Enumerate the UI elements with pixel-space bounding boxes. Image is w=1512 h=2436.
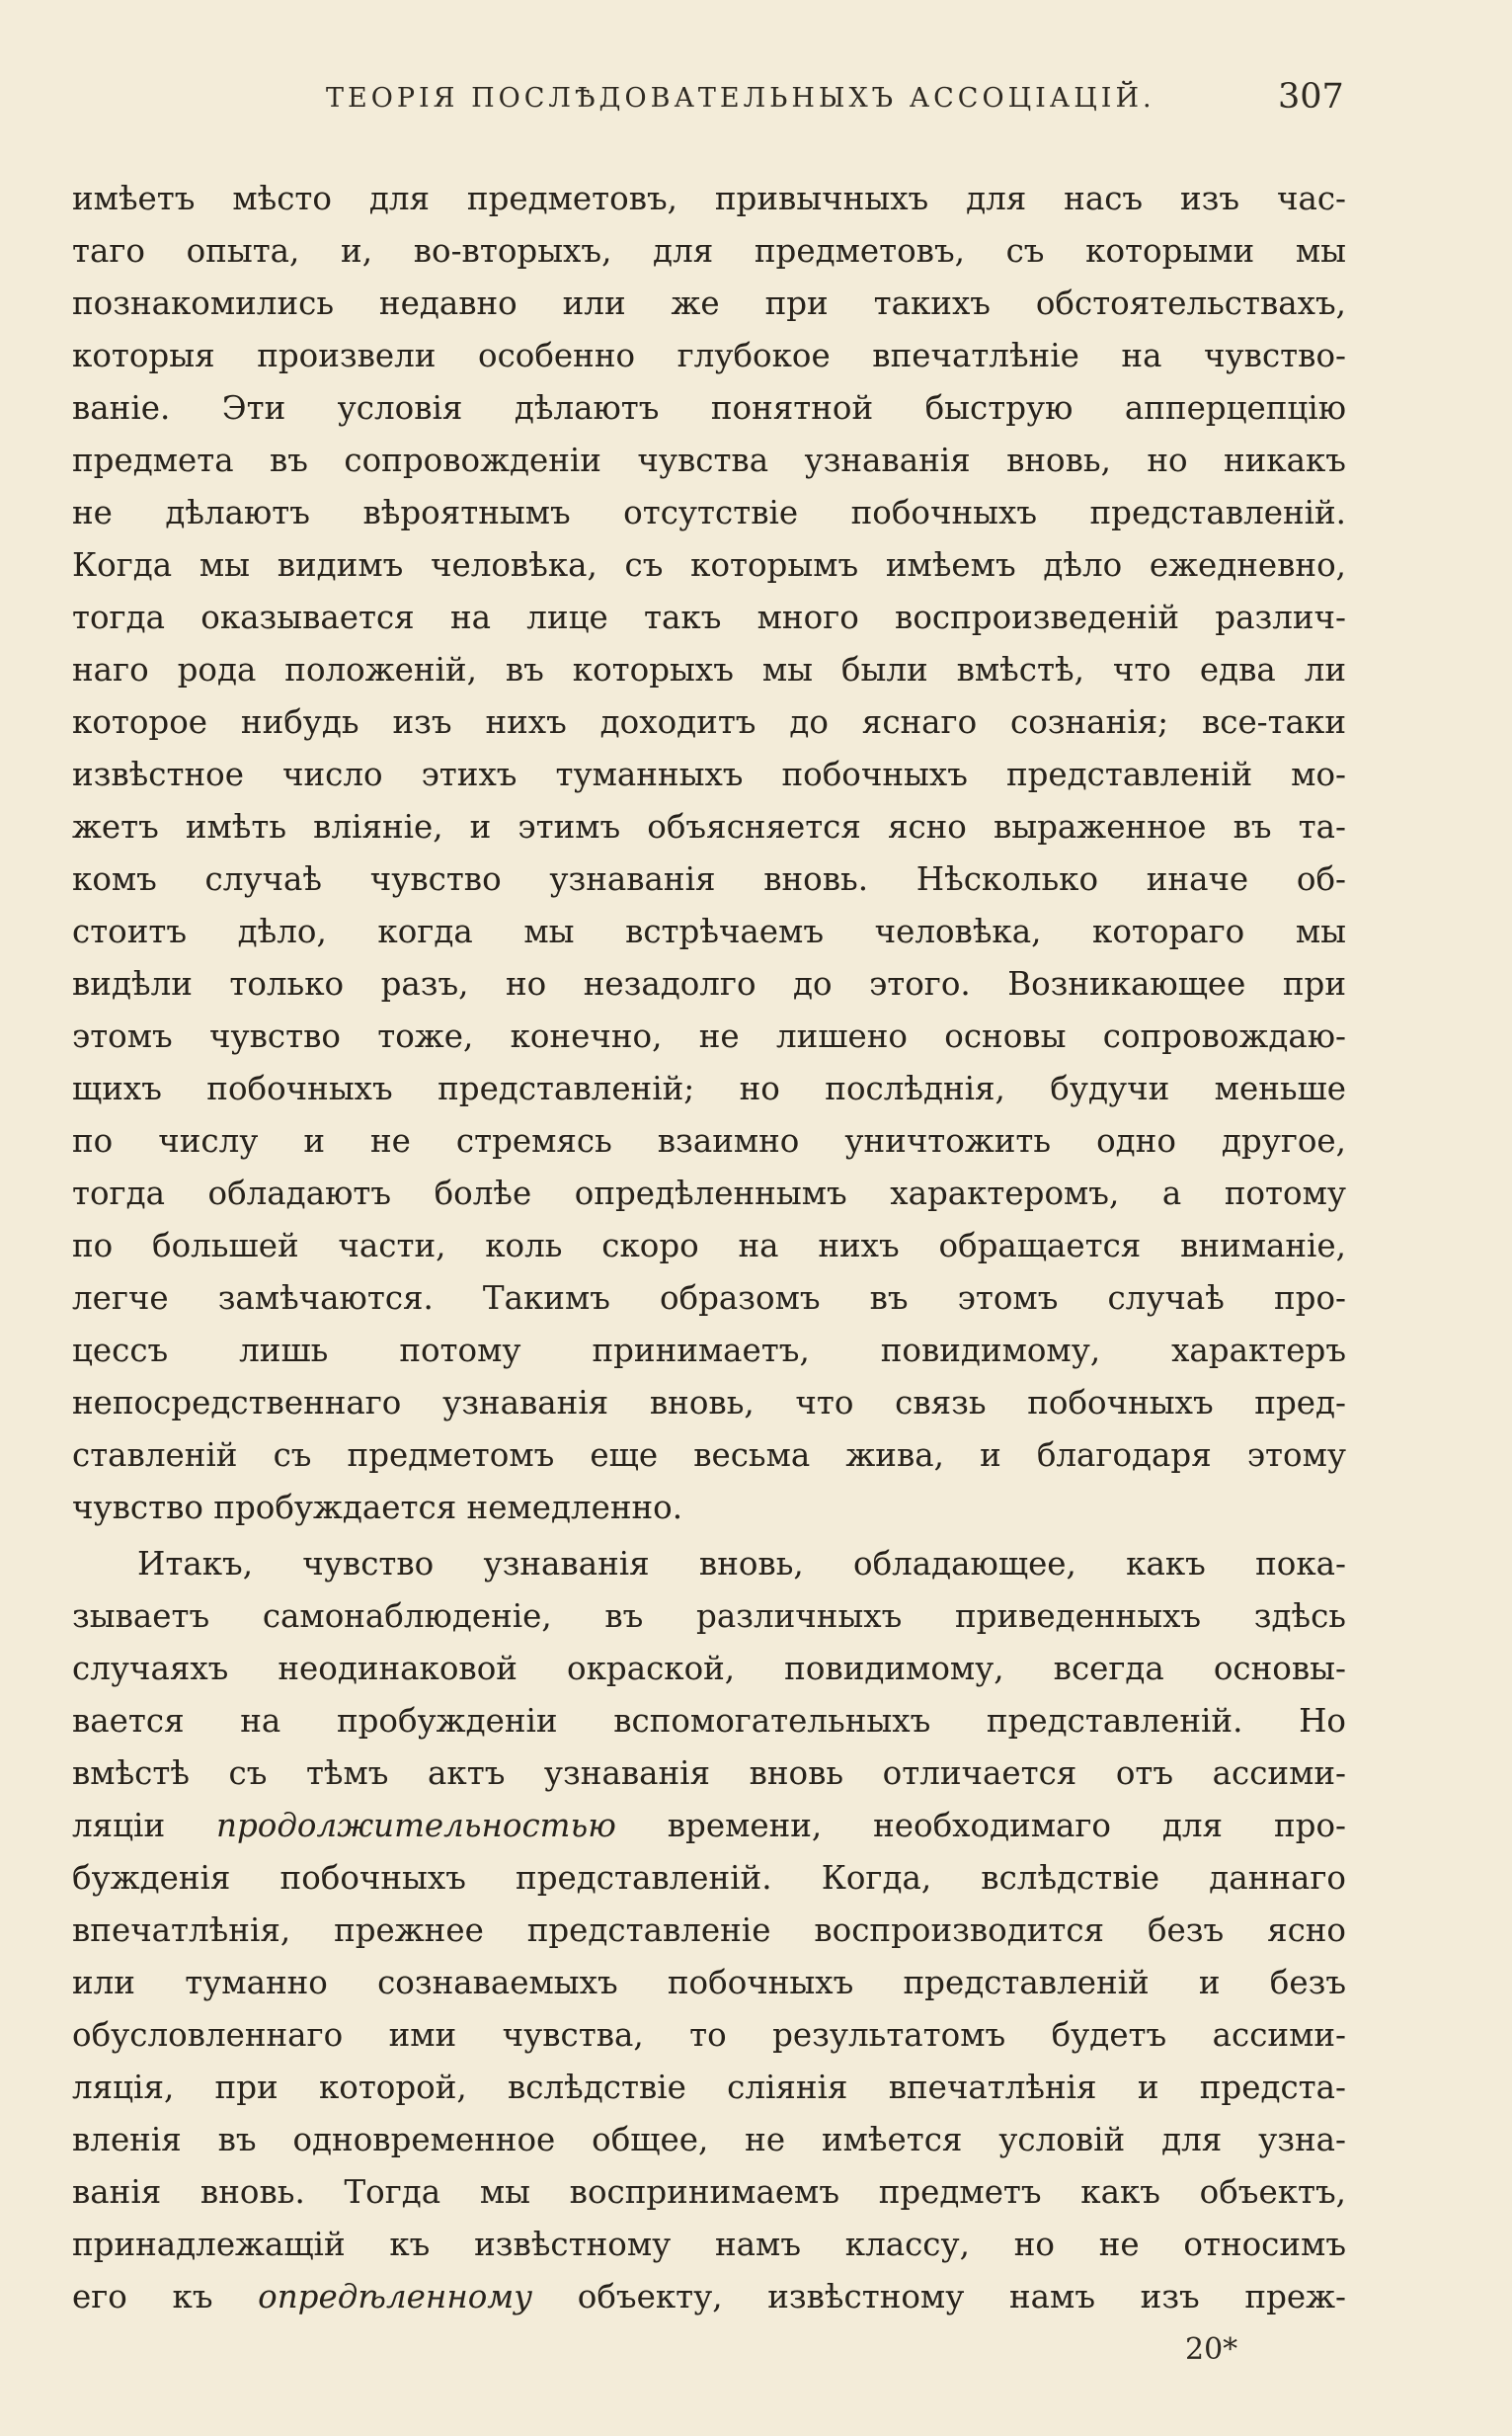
text-line: чувство пробуждается немедленно. (72, 1489, 683, 1526)
italic-emphasis: опредѣленному (258, 2278, 533, 2315)
text-line: легче замѣчаются. Такимъ образомъ въ этомъ случаѣ про- (72, 1279, 1346, 1317)
body-text (72, 173, 1346, 2323)
text-line: ваніе. Эти условія дѣлаютъ понятной быструю апперцепцію (72, 389, 1346, 427)
text-line: не дѣлаютъ вѣроятнымъ отсутствіе побочныхъ представленій. (72, 494, 1346, 531)
text-line: вается на пробужденіи вспомогательныхъ представленій. Но (72, 1702, 1346, 1740)
text-line: случаяхъ неодинаковой окраской, повидимому, всегда основы- (72, 1650, 1346, 1687)
text-line: познакомились недавно или же при такихъ обстоятельствахъ, (72, 284, 1346, 322)
text-line: извѣстное число этихъ туманныхъ побочныхъ представленій мо- (72, 756, 1346, 793)
text-line: ванія вновь. Тогда мы воспринимаемъ предметъ какъ объектъ, (72, 2173, 1346, 2211)
text-line: вмѣстѣ съ тѣмъ актъ узнаванія вновь отличается отъ ассими- (72, 1754, 1346, 1792)
text-line: или туманно сознаваемыхъ побочныхъ представленій и безъ (72, 1964, 1346, 2001)
text-line: таго опыта, и, во-вторыхъ, для предметовъ, съ которыми мы (72, 232, 1346, 270)
signature-mark: 20* (1185, 2332, 1238, 2367)
text-line: этомъ чувство тоже, конечно, не лишено основы сопровождаю- (72, 1017, 1346, 1055)
text-line: цессъ лишь потому принимаетъ, повидимому, характеръ (72, 1332, 1346, 1369)
text-line: Итакъ, чувство узнаванія вновь, обладающее, какъ пока- (137, 1545, 1346, 1583)
text-segment: ляціи (72, 1807, 217, 1844)
text-line: имѣетъ мѣсто для предметовъ, привычныхъ для насъ изъ час- (72, 180, 1346, 217)
text-line (72, 1800, 1346, 1852)
text-line (72, 2271, 1346, 2323)
text-segment: времени, необходимаго для про- (615, 1807, 1346, 1844)
text-segment: его къ (72, 2278, 259, 2315)
running-title: ТЕОРІЯ ПОСЛѢДОВАТЕЛЬНЫХЪ АССОЦІАЦІЙ. (326, 83, 1155, 114)
text-segment: объекту, извѣстному намъ изъ преж- (532, 2278, 1346, 2315)
text-line: которое нибудь изъ нихъ доходитъ до яснаго сознанія; все-таки (72, 703, 1346, 741)
text-line: по числу и не стремясь взаимно уничтожить одно другое, (72, 1122, 1346, 1160)
text-line: которыя произвели особенно глубокое впечатлѣніе на чувство- (72, 337, 1346, 374)
text-line: Когда мы видимъ человѣка, съ которымъ имѣемъ дѣло ежедневно, (72, 546, 1346, 584)
text-line: принадлежащій къ извѣстному намъ классу, но не относимъ (72, 2226, 1346, 2263)
text-line: стоитъ дѣло, когда мы встрѣчаемъ человѣка, котораго мы (72, 913, 1346, 950)
italic-emphasis: продолжительностью (216, 1807, 616, 1844)
text-line: наго рода положеній, въ которыхъ мы были вмѣстѣ, что едва ли (72, 651, 1346, 689)
text-line: обусловленнаго ими чувства, то результатомъ будетъ ассими- (72, 2016, 1346, 2054)
text-line: непосредственнаго узнаванія вновь, что связь побочныхъ пред- (72, 1384, 1346, 1421)
text-line: впечатлѣнія, прежнее представленіе воспроизводится безъ ясно (72, 1911, 1346, 1949)
text-line: по большей части, коль скоро на нихъ обращается вниманіе, (72, 1227, 1346, 1264)
text-line: вленія въ одновременное общее, не имѣется условій для узна- (72, 2121, 1346, 2158)
text-line: бужденія побочныхъ представленій. Когда, вслѣдствіе даннаго (72, 1859, 1346, 1897)
text-line: комъ случаѣ чувство узнаванія вновь. Нѣсколько иначе об- (72, 860, 1346, 898)
paragraph (72, 173, 1346, 1534)
text-line: щихъ побочныхъ представленій; но послѣднія, будучи меньше (72, 1070, 1346, 1107)
text-line: зываетъ самонаблюденіе, въ различныхъ приведенныхъ здѣсь (72, 1597, 1346, 1635)
paragraph (72, 1538, 1346, 2323)
text-line: жетъ имѣть вліяніе, и этимъ объясняется ясно выраженное въ та- (72, 808, 1346, 846)
text-line: видѣли только разъ, но незадолго до этого. Возникающее при (72, 965, 1346, 1003)
page-number: 307 (1278, 77, 1344, 117)
text-line: тогда оказывается на лице такъ много воспроизведеній различ- (72, 599, 1346, 636)
text-line: предмета въ сопровожденіи чувства узнаванія вновь, но никакъ (72, 442, 1346, 479)
text-line: тогда обладаютъ болѣе опредѣленнымъ характеромъ, а потому (72, 1175, 1346, 1212)
text-line: ставленій съ предметомъ еще весьма жива, и благодаря этому (72, 1436, 1346, 1474)
text-line: ляція, при которой, вслѣдствіе сліянія впечатлѣнія и предста- (72, 2069, 1346, 2106)
